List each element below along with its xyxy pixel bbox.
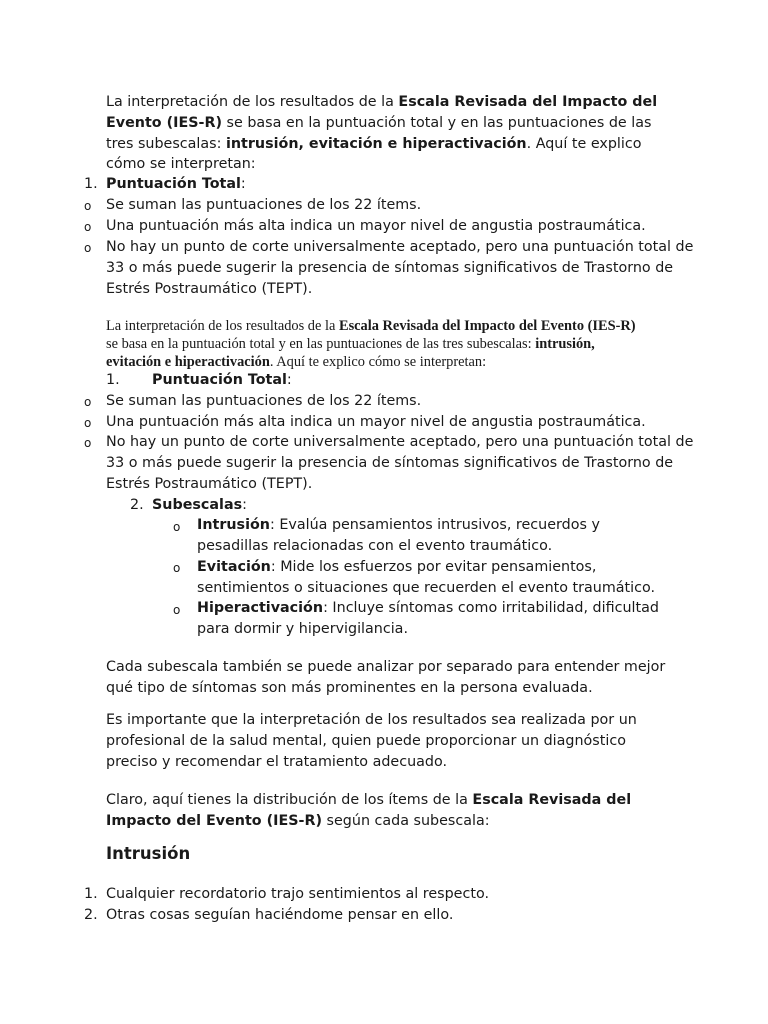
- list-item: No hay un punto de corte universalmente aceptado, pero una puntuación total de: [106, 434, 694, 450]
- section-title: Puntuación Total:: [106, 176, 246, 192]
- scale-title: Escala Revisada del Impacto del Evento (IES-R): [338, 318, 636, 334]
- list-item: Se suman las puntuaciones de los 22 ítems.: [106, 197, 422, 213]
- intrusion-item: Otras cosas seguían haciéndome pensar en ello.: [106, 907, 454, 923]
- bullet-icon: o: [84, 436, 92, 450]
- subscale-item-intrusion: Intrusión: Evalúa pensamientos intrusivos, recuerdos y pesadillas relacionadas con el evento traumático.: [197, 517, 600, 554]
- bullet-icon: o: [84, 220, 92, 234]
- section-number: 1.: [84, 176, 98, 192]
- intrusion-heading: Intrusión: [106, 844, 191, 863]
- section-number: 1.: [106, 372, 120, 388]
- list-item-continuation: Estrés Postraumático (TEPT).: [106, 476, 313, 492]
- item-number: 2.: [84, 907, 98, 923]
- section-title: Subescalas:: [152, 497, 247, 513]
- subscales-names: intrusión, evitación e hiperactivación: [225, 135, 527, 152]
- subscales-names: intrusión, evitación e hiperactivación: [106, 336, 595, 370]
- list-item-continuation: 33 o más puede sugerir la presencia de síntomas significativos de Trastorno de: [106, 455, 674, 471]
- subscales-paragraph: Cada subescala también se puede analizar por separado para entender mejor qué tipo de síntomas son más prominentes en la persona evaluada.: [106, 659, 666, 696]
- item-number: 1.: [84, 886, 98, 902]
- bullet-icon: o: [84, 199, 92, 213]
- bullet-icon: o: [173, 603, 181, 617]
- list-item: Una puntuación más alta indica un mayor nivel de angustia postraumática.: [106, 218, 646, 234]
- list-item: Se suman las puntuaciones de los 22 ítems.: [106, 393, 422, 409]
- section-number: 2.: [130, 497, 144, 513]
- distribution-paragraph: Claro, aquí tienes la distribución de los ítems de la Escala Revisada del Impacto del Evento (IES-R) según cada subescala:: [106, 792, 632, 829]
- bullet-icon: o: [84, 241, 92, 255]
- intro-paragraph: La interpretación de los resultados de la Escala Revisada del Impacto del Evento (IES-R) se basa en la puntuación total y en las puntuaciones de las tres subescalas: intrusión, evitación e hiperactivación. Aquí te explico cómo se interpretan:: [106, 94, 658, 173]
- scale-title: Escala Revisada del Impacto del Evento (IES-R): [106, 792, 632, 829]
- bullet-icon: o: [84, 395, 92, 409]
- list-item-continuation: Estrés Postraumático (TEPT).: [106, 281, 313, 297]
- scale-title: Escala Revisada del Impacto del Evento (IES-R): [106, 94, 658, 131]
- professional-paragraph: Es importante que la interpretación de los resultados sea realizada por un profesional de la salud mental, quien puede proporcionar un diagnóstico preciso y recomendar el tratamiento adecuado.: [106, 712, 637, 770]
- intrusion-item: Cualquier recordatorio trajo sentimientos al respecto.: [106, 886, 489, 902]
- section-title: Puntuación Total:: [152, 372, 292, 388]
- bullet-icon: o: [84, 416, 92, 430]
- intro-paragraph-serif: La interpretación de los resultados de la Escala Revisada del Impacto del Evento (IES-R) se basa en la puntuación total y en las puntuaciones de las tres subescalas: intrusión, evitación e hiperactivación. Aquí te explico cómo se interpretan:: [106, 318, 636, 370]
- subscale-item-hyperarousal: Hiperactivación: Incluye síntomas como irritabilidad, dificultad para dormir y hipervigilancia.: [197, 600, 659, 637]
- list-item-continuation: 33 o más puede sugerir la presencia de síntomas significativos de Trastorno de: [106, 260, 674, 276]
- bullet-icon: o: [173, 520, 181, 534]
- list-item: Una puntuación más alta indica un mayor nivel de angustia postraumática.: [106, 414, 646, 430]
- bullet-icon: o: [173, 561, 181, 575]
- list-item: No hay un punto de corte universalmente aceptado, pero una puntuación total de: [106, 239, 694, 255]
- subscale-item-avoidance: Evitación: Mide los esfuerzos por evitar pensamientos, sentimientos o situaciones que recuerden el evento traumático.: [197, 559, 656, 596]
